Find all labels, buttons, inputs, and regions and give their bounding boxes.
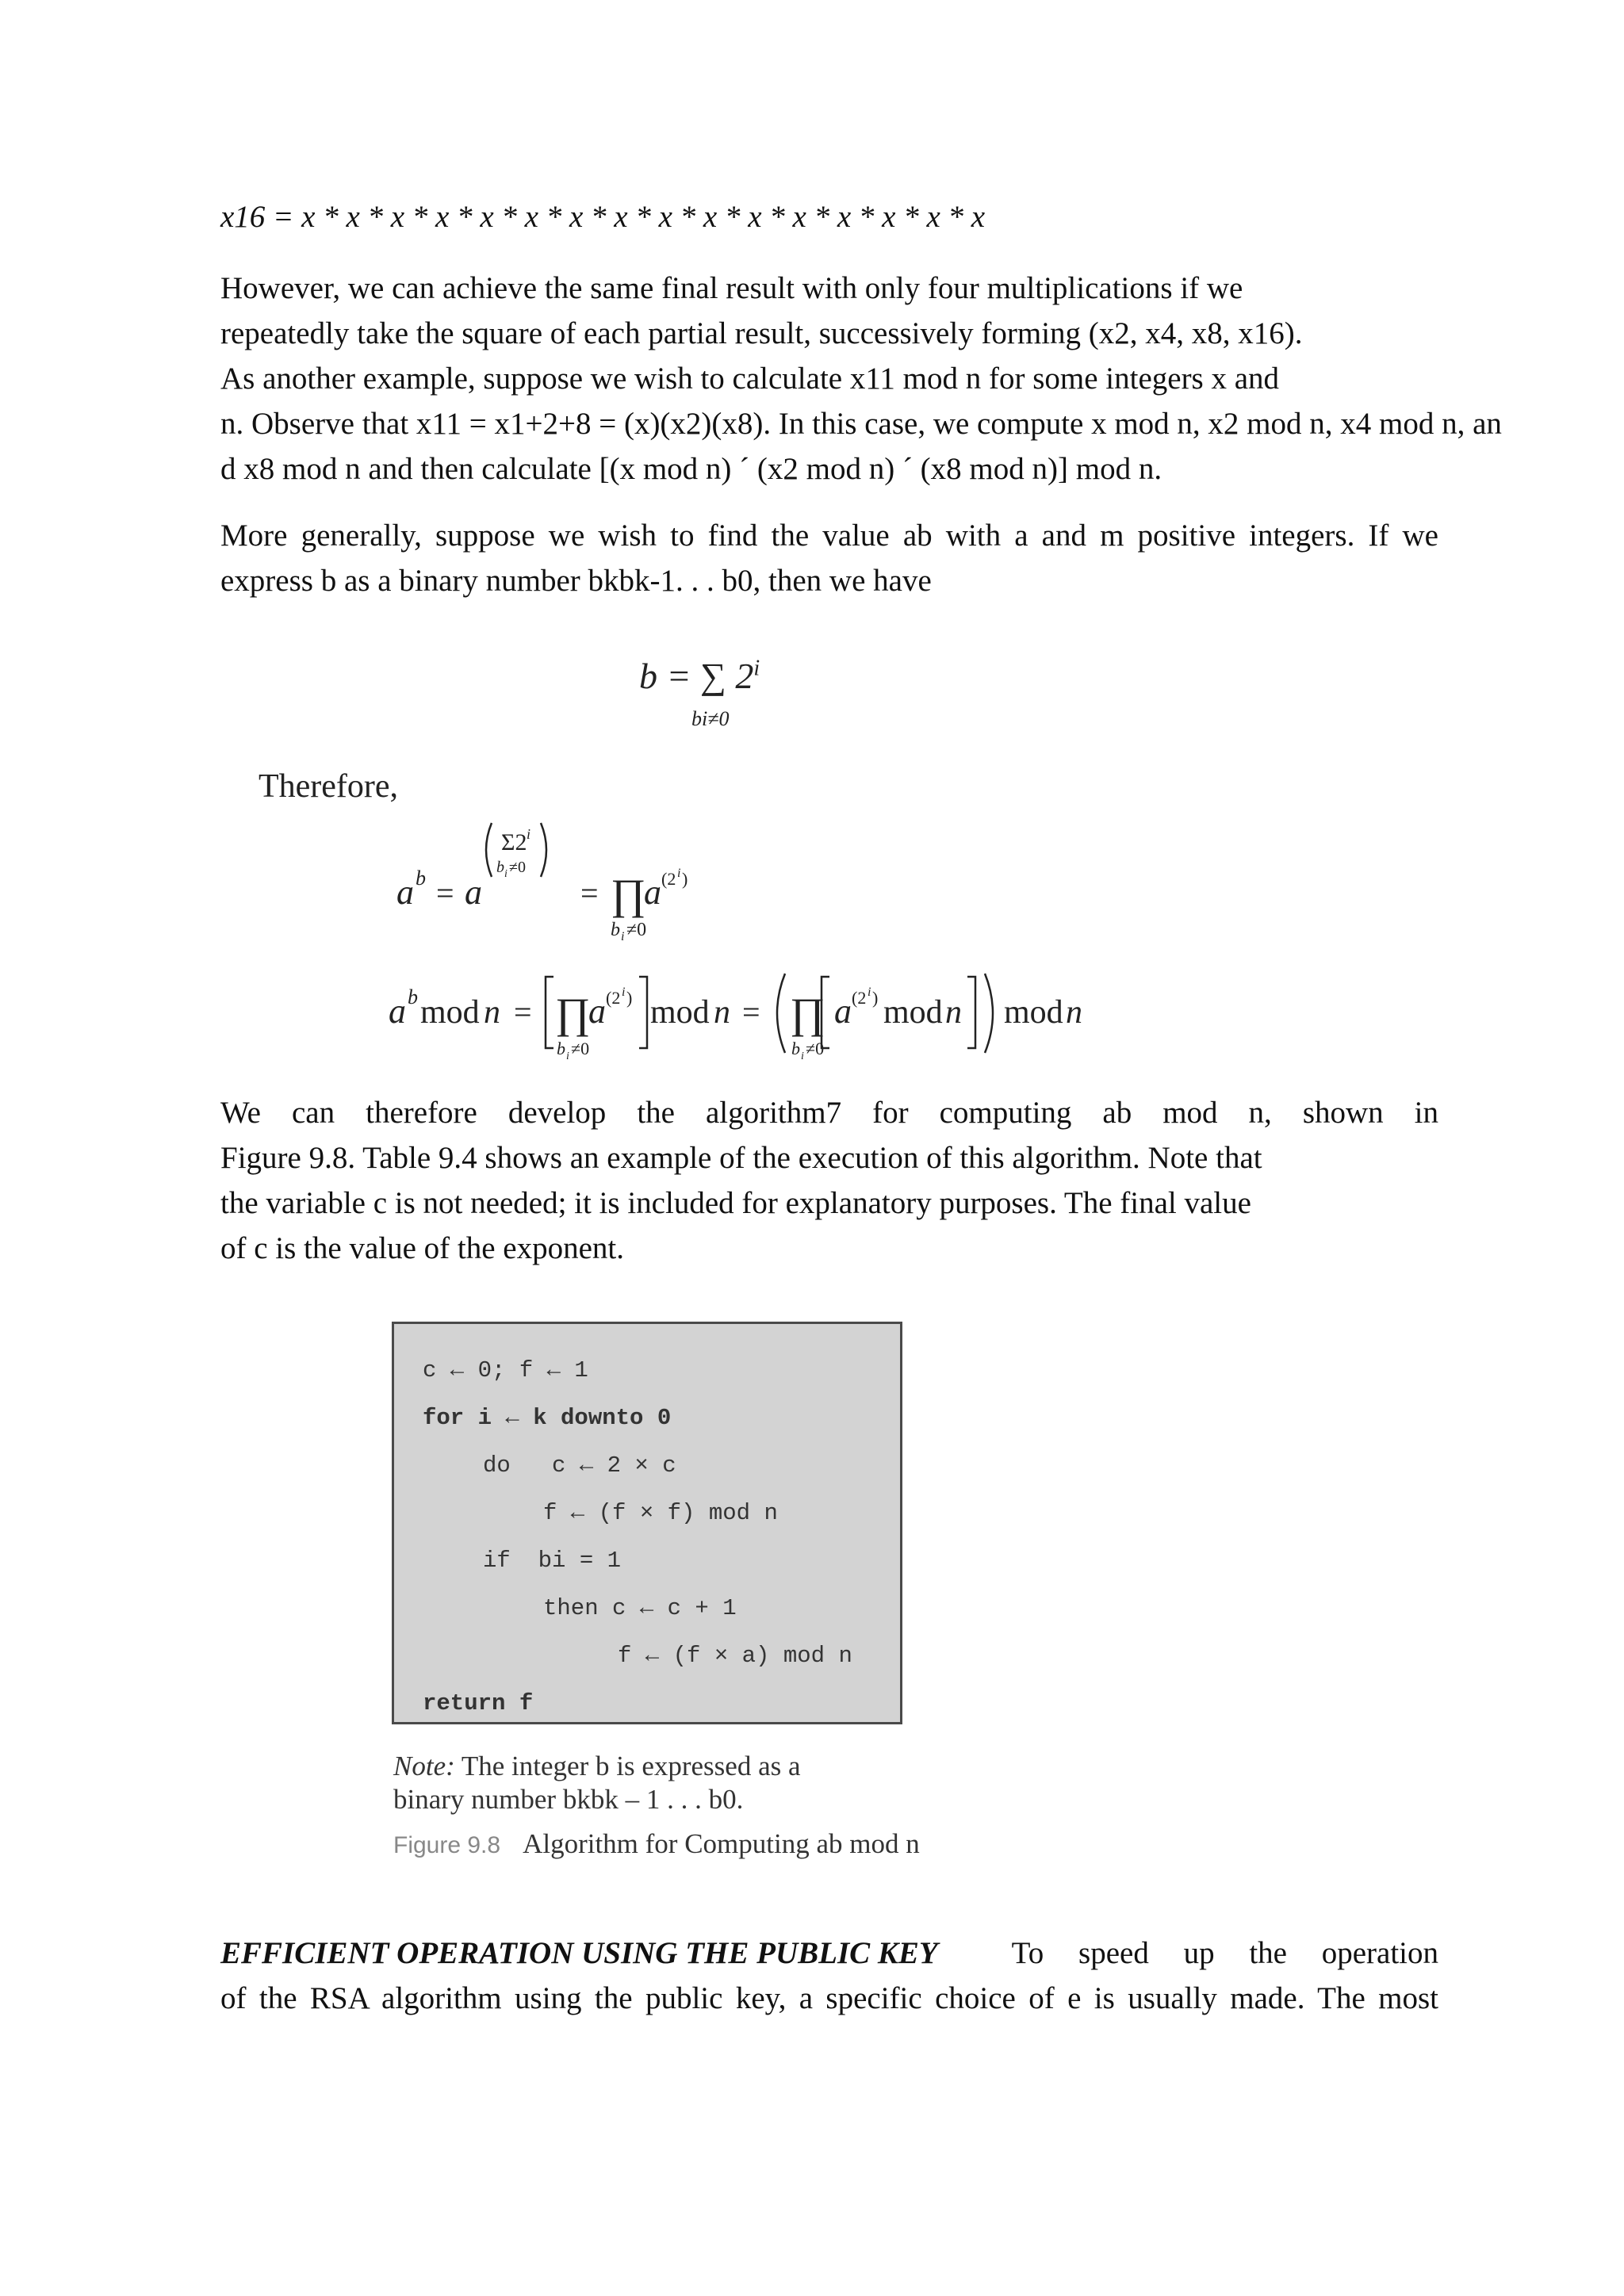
svg-text:): ) (682, 869, 688, 889)
svg-text:i: i (527, 826, 531, 842)
paragraph-line: n. Observe that x11 = x1+2+8 = (x)(x2)(x8). In this case, we compute x mod n, x2 mod n, x4 mod n, an (220, 407, 1502, 441)
svg-text:a: a (834, 992, 852, 1031)
svg-text:a: a (389, 992, 406, 1031)
svg-text:∏: ∏ (611, 871, 646, 918)
code-line-multiply: f ← (f × a) mod n (618, 1643, 852, 1669)
svg-text:(2: (2 (606, 988, 621, 1008)
svg-text:mod: mod (650, 994, 710, 1031)
svg-text:mod: mod (420, 994, 480, 1031)
svg-text:Σ2: Σ2 (501, 829, 527, 855)
therefore-label: Therefore, (259, 768, 399, 805)
svg-text:=: = (580, 875, 599, 911)
formula-b-superscript: i (753, 656, 760, 681)
equation-x16: x16 = x * x * x * x * x * x * x * x * x * x * x * x * x * x * x * x (220, 200, 986, 234)
paragraph-line: express b as a binary number bkbk-1. . . b0, then we have (220, 564, 932, 598)
code-line-for: for i ← k downto 0 (423, 1405, 672, 1431)
svg-text:i: i (621, 930, 625, 943)
section-heading: EFFICIENT OPERATION USING THE PUBLIC KEY (220, 1936, 938, 1970)
formula-b-text: b = ∑ 2 (639, 656, 754, 696)
svg-text:n: n (1066, 994, 1082, 1031)
svg-text:b: b (408, 985, 418, 1008)
paragraph-line: of the RSA algorithm using the public key, a specific choice of e is usually made. The most (220, 1981, 1438, 2015)
heading-continuation: To speed up the operation (1011, 1936, 1438, 1970)
svg-text:a: a (396, 873, 414, 912)
svg-text:n: n (945, 994, 962, 1031)
svg-text:≠0: ≠0 (571, 1039, 590, 1058)
svg-text:): ) (872, 988, 879, 1008)
code-line-do: do c ← 2 × c (483, 1452, 676, 1479)
svg-text:∏: ∏ (790, 989, 825, 1037)
svg-text:b: b (416, 867, 426, 890)
svg-text:b: b (791, 1039, 800, 1058)
code-line-return: return f (423, 1690, 534, 1716)
paragraph-line: the variable c is not needed; it is included for explanatory purposes. The final value (220, 1186, 1251, 1220)
figure-caption-text: Algorithm for Computing ab mod n (523, 1828, 920, 1859)
paragraph-line: of c is the value of the exponent. (220, 1231, 624, 1265)
svg-text:i: i (622, 985, 626, 999)
paragraph-line: More generally, suppose we wish to find the value ab with a and m positive integers. If we (220, 519, 1438, 553)
svg-text:b: b (611, 920, 620, 940)
paragraph-line: As another example, suppose we wish to calculate x11 mod n for some integers x and (220, 362, 1280, 396)
figure-note-line-2: binary number bkbk – 1 . . . b0. (393, 1784, 744, 1815)
code-line-square: f ← (f × f) mod n (543, 1500, 778, 1526)
note-text-1: The integer b is expressed as a (454, 1751, 801, 1781)
svg-text:a: a (465, 873, 482, 912)
svg-text:b: b (496, 859, 504, 876)
note-label: Note: (393, 1751, 455, 1781)
svg-text:a: a (588, 992, 606, 1031)
algorithm-code-box (392, 1322, 902, 1724)
svg-text:(2: (2 (661, 869, 676, 889)
svg-text:∏: ∏ (555, 989, 591, 1037)
code-line-then: then c ← c + 1 (543, 1595, 737, 1621)
svg-text:=: = (514, 994, 532, 1030)
svg-text:(2: (2 (852, 988, 867, 1008)
figure-caption (393, 1828, 920, 1860)
paragraph-line: However, we can achieve the same final result with only four multiplications if we (220, 271, 1243, 305)
code-line-init: c ← 0; f ← 1 (423, 1357, 588, 1383)
formula-b-subscript: bi≠0 (691, 707, 730, 730)
paragraph-line-heading (220, 1934, 1438, 1973)
formula-b-sum (639, 655, 760, 697)
svg-text:b: b (557, 1039, 565, 1058)
svg-text:i: i (801, 1050, 804, 1062)
paragraph-line: We can therefore develop the algorithm7 for computing ab mod n, shown in (220, 1096, 1438, 1130)
paragraph-line: repeatedly take the square of each partial result, successively forming (x2, x4, x8, x16). (220, 316, 1303, 350)
svg-text:≠0: ≠0 (626, 920, 647, 940)
power-product-equations (373, 809, 1086, 1070)
svg-text:mod: mod (883, 994, 943, 1031)
svg-text:n: n (714, 994, 730, 1031)
svg-text:≠0: ≠0 (509, 859, 526, 876)
svg-text:i: i (868, 985, 871, 999)
svg-text:i: i (677, 867, 681, 880)
figure-note-line-1 (393, 1751, 801, 1782)
svg-text:mod: mod (1004, 994, 1063, 1031)
paragraph-line: Figure 9.8. Table 9.4 shows an example of the execution of this algorithm. Note that (220, 1141, 1262, 1175)
svg-text:=: = (742, 994, 760, 1030)
svg-text:): ) (626, 988, 633, 1008)
code-line-if: if bi = 1 (483, 1548, 622, 1574)
paragraph-line: d x8 mod n and then calculate [(x mod n) ´ (x2 mod n) ´ (x8 mod n)] mod n. (220, 452, 1162, 486)
figure-number: Figure 9.8 (393, 1832, 501, 1858)
svg-text:i: i (566, 1050, 569, 1062)
svg-text:n: n (484, 994, 500, 1031)
svg-text:≠0: ≠0 (806, 1039, 825, 1058)
svg-text:i: i (504, 868, 508, 880)
svg-text:a: a (644, 873, 661, 912)
svg-text:=: = (436, 875, 454, 911)
